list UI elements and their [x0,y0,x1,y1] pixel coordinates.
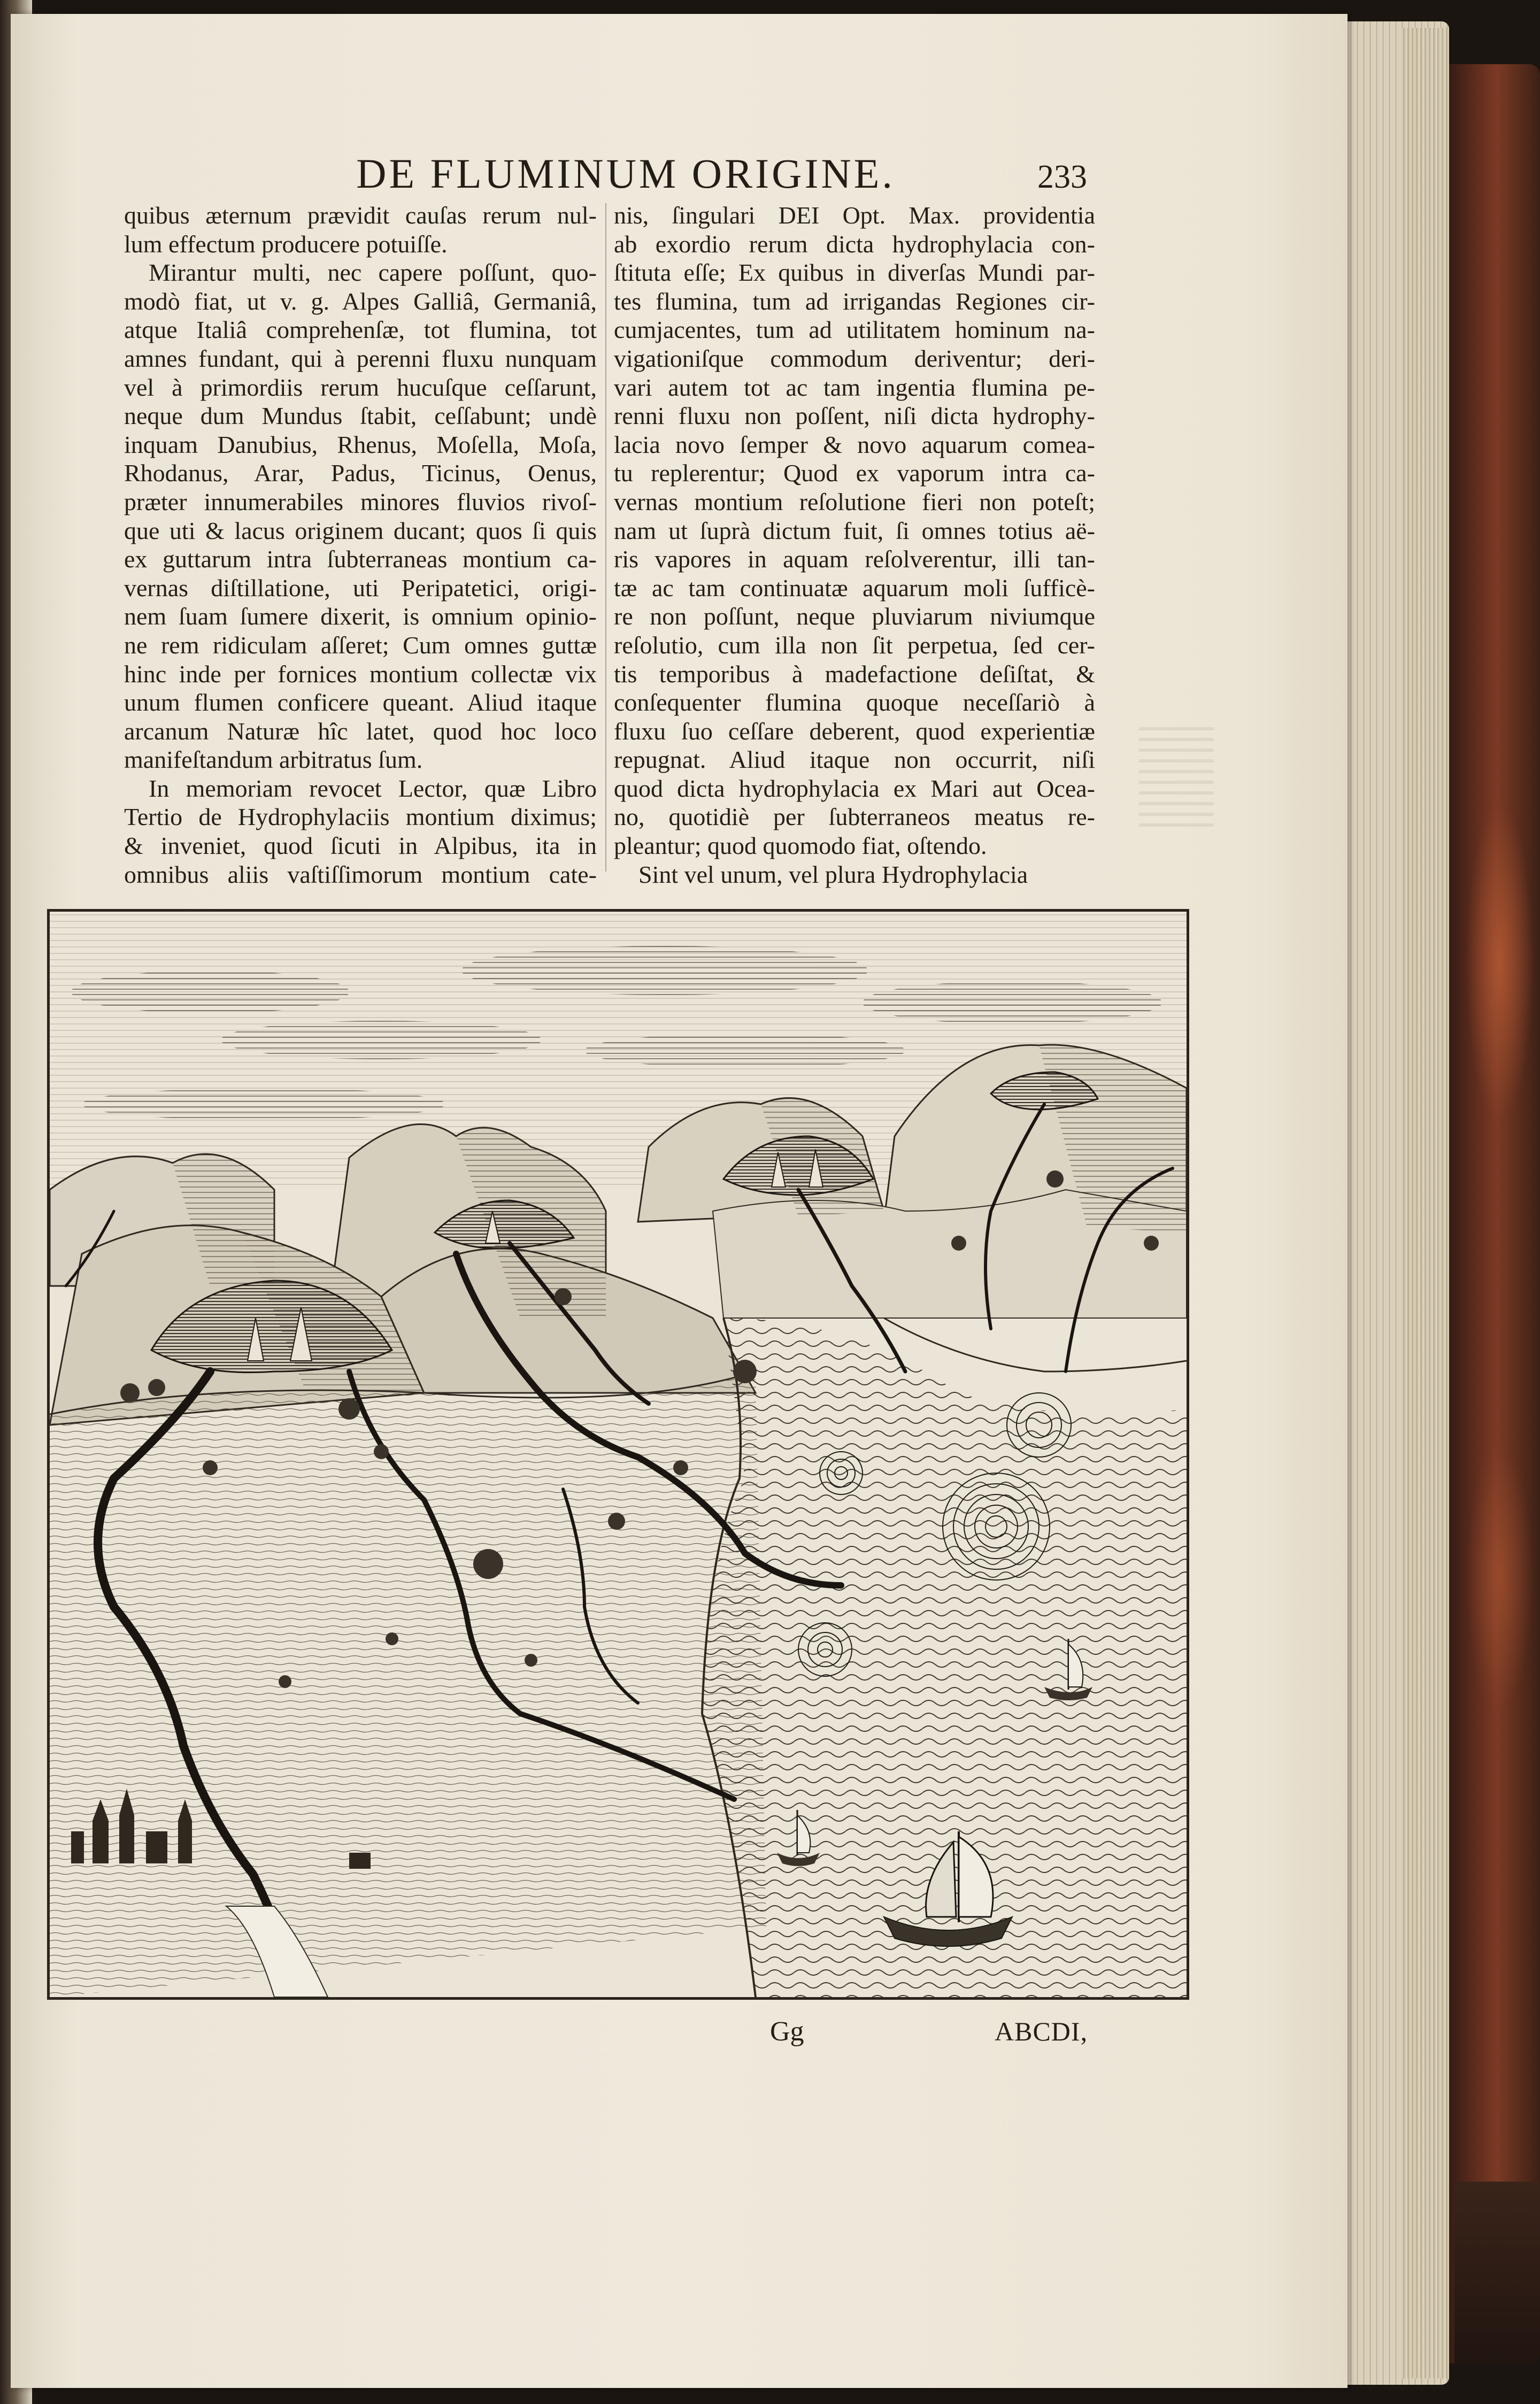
text-line: lum effectum producere potuiſſe. [124,230,448,258]
text-line: Rhodanus, Arar, Padus, Ticinus, Oenus, [124,459,597,487]
text-line: tæ ac tam continuatæ aquarum moli ſufficè- [614,574,1095,602]
engraving-plate [47,909,1189,2000]
text-line: vernas diſtillatione, uti Peripatetici, origi- [124,574,597,602]
book-cover [1444,64,1540,2363]
text-line: amnes fundant, qui à perenni fluxu nunquam [124,344,597,372]
text-line: vari autem tot ac tam ingentia flumina pe- [614,373,1095,401]
text-line: vel à primordiis rerum hucuſque ceſſarunt, [124,373,597,401]
cover-corner [1454,2182,1540,2363]
page-stack-edge [1401,28,1449,2378]
text-line: Tertio de Hydrophylaciis montium diximus; [124,803,597,831]
text-line: omnibus aliis vaſtiſſimorum montium cate- [124,860,597,888]
text-line: & inveniet, quod ſicuti in Alpibus, ita in [124,832,597,860]
text-line: quibus æternum prævidit cauſas rerum nul- [124,202,597,229]
text-line: renni fluxu non poſſent, niſi dicta hydrophy- [614,402,1095,430]
text-line: ab exordio rerum dicta hydrophylacia con- [614,230,1095,258]
text-line: inquam Danubius, Rhenus, Moſella, Moſa, [124,430,597,458]
text-line: nam ut ſuprà dictum fuit, ſi omnes totius aë- [614,517,1095,544]
cover-wear-spot [1465,802,1535,1123]
page-number: 233 [1037,159,1087,195]
text-line: repugnat. Aliud itaque non occurrit, niſi [614,746,1095,774]
text-line: cumjacentes, tum ad utilitatem hominum na- [614,316,1095,344]
catchword: ABCDI, [995,2016,1088,2046]
text-line: vernas montium reſolutione fieri non poteſt; [614,488,1095,515]
text-line: præter innumerabiles minores fluvios rivoſ- [124,488,597,515]
text-line: fluxu ſuo ceſſare deberent, quod experientiæ [614,717,1095,745]
text-line: unum flumen conficere queant. Aliud itaque [124,689,597,716]
text-line: lacia novo ſemper & novo aquarum comea- [614,430,1095,458]
text-line: tes flumina, tum ad irrigandas Regiones cir- [614,287,1095,315]
text-line: arcanum Naturæ hîc latet, quod hoc loco [124,717,597,745]
cover-wear-spot [1465,1444,1535,1711]
text-line: que uti & lacus originem ducant; quos ſi quis [124,517,597,544]
text-line: vigationiſque commodum deriventur; deri- [614,344,1095,372]
text-line: no, quotidiè per ſubterraneos meatus re- [614,803,1095,831]
running-head: DE FLUMINUM ORIGINE. [356,150,895,197]
text-line: pleantur; quod quomodo fiat, oſtendo. [614,832,987,860]
text-line: In memoriam revocet Lector, quæ Libro [149,774,597,802]
text-line: atque Italiâ comprehenſæ, tot flumina, tot [124,316,597,344]
text-line: quod dicta hydrophylacia ex Mari aut Ocea- [614,774,1095,802]
text-line: modò fiat, ut v. g. Alpes Galliâ, Germaniâ, [124,287,597,315]
engraving-illustration [50,912,1187,1997]
right-text-column [614,201,1095,889]
text-line: manifeſtandum arbitratus ſum. [124,746,423,774]
text-line: ne rem ridiculam aſſeret; Cum omnes guttæ [124,631,597,659]
show-through-text [1139,727,1214,834]
text-line: conſequenter flumina quoque neceſſariò à [614,689,1095,716]
text-line: hinc inde per fornices montium collectæ vix [124,660,597,688]
text-line: reſolutio, cum illa non ſit perpetua, ſed cer- [614,631,1095,659]
text-line: ex guttarum intra ſubterraneas montium ca- [124,545,597,573]
text-line: neque dum Mundus ſtabit, ceſſabunt; undè [124,402,597,430]
text-line: ris vapores in aquam reſolverentur, illi tan- [614,545,1095,573]
plains [50,1371,766,1997]
text-line: nem ſuam ſumere dixerit, is omnium opinio- [124,603,597,630]
text-line: ſtituta eſſe; Ex quibus in diverſas Mundi par- [614,259,1095,287]
column-rule [605,203,606,872]
text-line: tu replerentur; Quod ex vaporum intra ca- [614,459,1095,487]
text-line: tis temporibus à madefactione deſiſtat, & [614,660,1095,688]
left-text-column [124,201,597,889]
text-line: re non poſſunt, neque pluviarum niviumque [614,603,1095,630]
text-line: Sint vel unum, vel plura Hydrophylacia [638,860,1028,888]
signature-mark: Gg [770,2016,804,2047]
text-line: Mirantur multi, nec capere poſſunt, quo- [149,259,597,287]
text-line: nis, ſingulari DEI Opt. Max. providentia [614,202,1095,229]
